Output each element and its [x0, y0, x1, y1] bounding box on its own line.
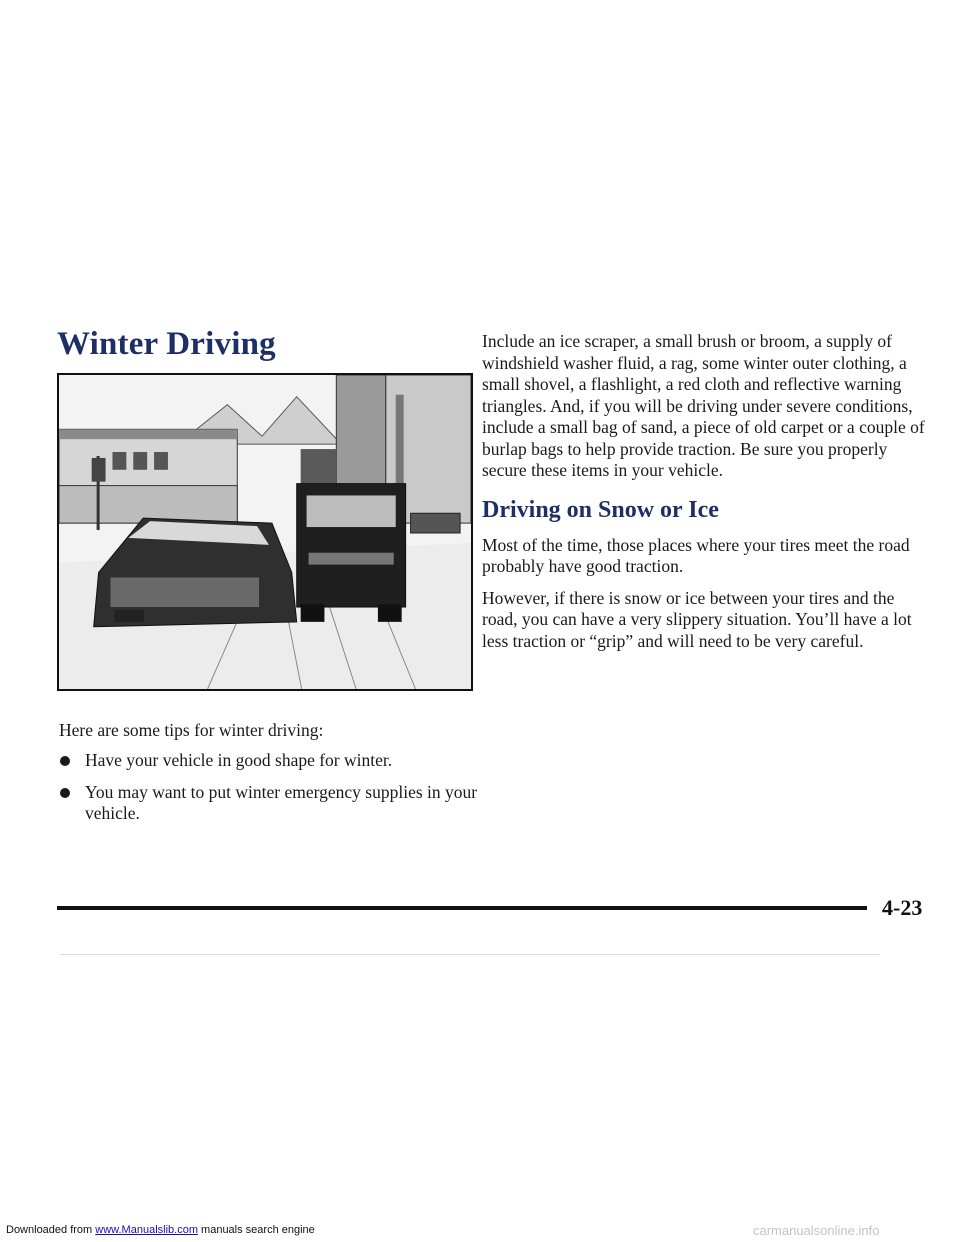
- list-item: [59, 782, 479, 825]
- manualslib-link[interactable]: www.Manualslib.com: [95, 1224, 198, 1236]
- bullet-text: You may want to put winter emergency supplies in your vehicle.: [85, 781, 478, 823]
- download-footer: [6, 1224, 315, 1236]
- divider: [60, 954, 880, 955]
- bullet-icon: [60, 788, 70, 798]
- winter-street-illustration: [57, 373, 473, 691]
- bullet-text: Have your vehicle in good shape for winter.: [85, 750, 393, 770]
- page-number: 4-23: [882, 895, 923, 920]
- traction-paragraph: Most of the time, those places where your tires meet the road probably have good traction.: [482, 534, 910, 576]
- winter-street-icon: [59, 375, 471, 689]
- footer-rule: [57, 906, 867, 910]
- section-subheading: Driving on Snow or Ice: [482, 496, 719, 523]
- slippery-paragraph: However, if there is snow or ice between your tires and the road, you can have a very slippery situation. You’ll have a lot less traction or “grip” and will need to be very careful.: [482, 587, 912, 651]
- tips-list: [59, 750, 479, 835]
- watermark: carmanualsonline.info: [753, 1223, 880, 1238]
- bullet-icon: [60, 756, 70, 766]
- list-item: [59, 750, 479, 772]
- intro-text: Here are some tips for winter driving:: [59, 720, 324, 740]
- right-column: [482, 331, 927, 662]
- footer-suffix: manuals search engine: [197, 1224, 315, 1236]
- page-heading: Winter Driving: [57, 326, 276, 362]
- supplies-paragraph: Include an ice scraper, a small brush or broom, a supply of windshield washer fluid, a rag, some winter outer clothing, a small shovel, a flashlight, a red cloth and reflective warning triangles. And, if you will be driving under severe conditions, include a small bag of sand, a piece of old carpet or a couple of burlap bags to help provide traction. Be sure you properly secure these items in your vehicle.: [482, 331, 925, 480]
- footer-prefix: Downloaded from: [6, 1224, 96, 1236]
